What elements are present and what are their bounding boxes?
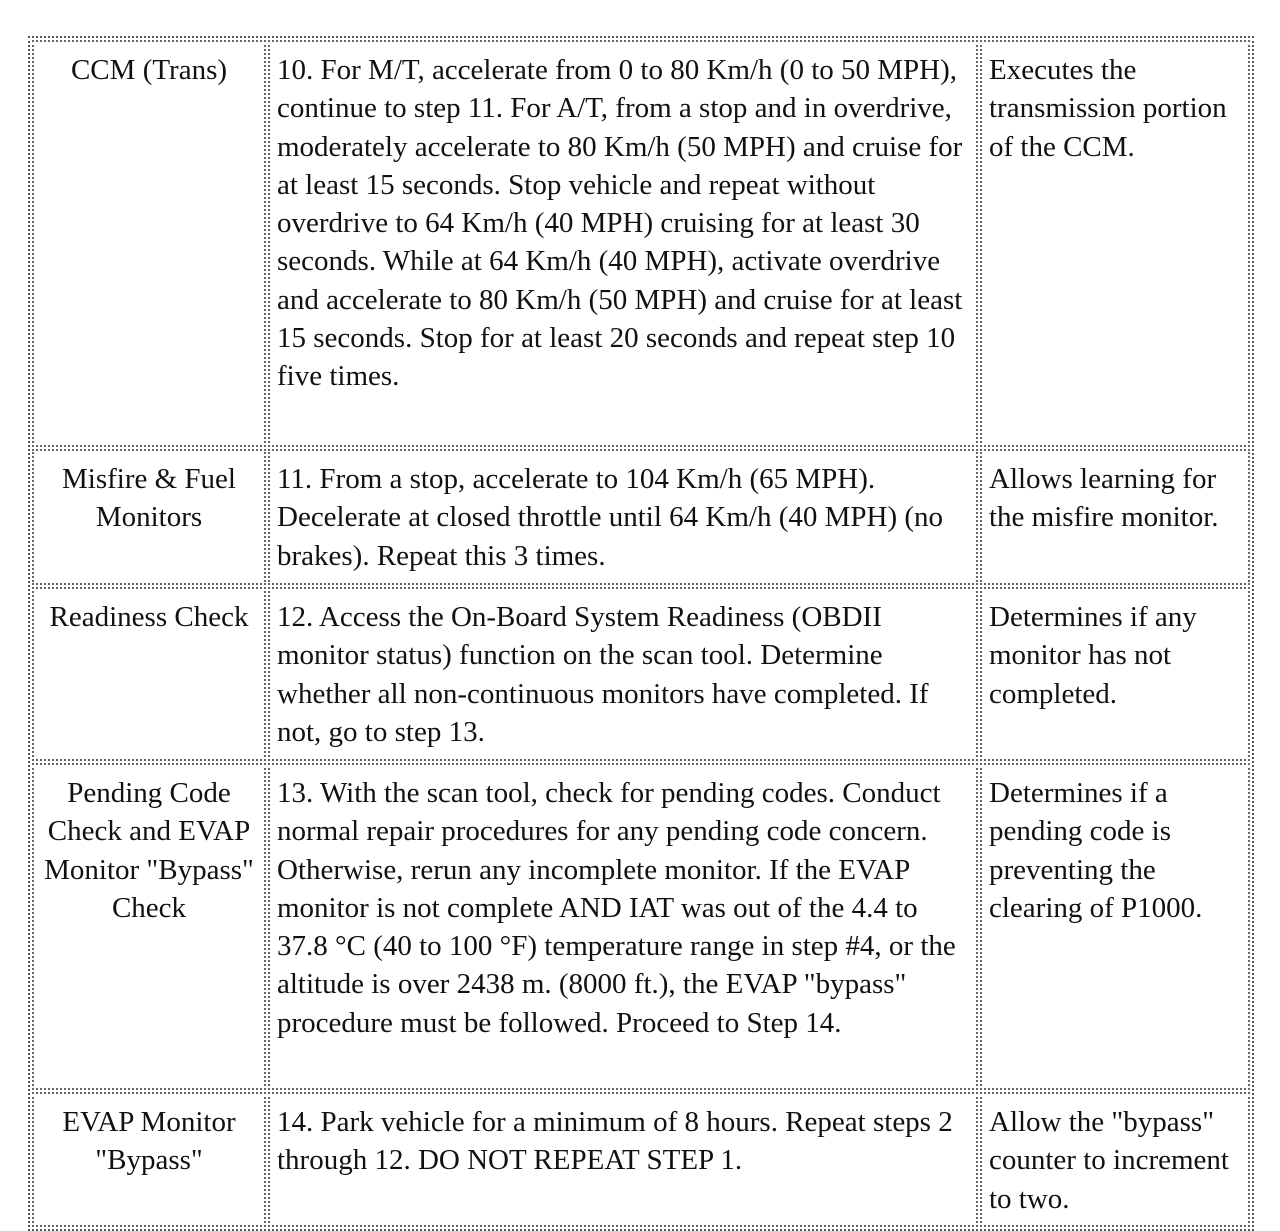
purpose-cell: Allow the "bypass" counter to increment to two. bbox=[980, 1092, 1250, 1227]
monitor-name-cell: Readiness Check bbox=[32, 587, 266, 761]
procedure-step-cell: 12. Access the On-Board System Readiness (OBDII monitor status) function on the scan tool. Determine whether all non-continuous monitors have completed. If not, go to step 13. bbox=[268, 587, 978, 761]
purpose-cell: Determines if a pending code is preventing the clearing of P1000. bbox=[980, 763, 1250, 1090]
purpose-cell: Executes the transmission portion of the CCM. bbox=[980, 40, 1250, 447]
monitor-name-cell: CCM (Trans) bbox=[32, 40, 266, 447]
table-row bbox=[32, 587, 1250, 761]
table-row bbox=[32, 1092, 1250, 1227]
procedure-table bbox=[28, 36, 1254, 1231]
table-row bbox=[32, 40, 1250, 447]
procedure-step-cell: 13. With the scan tool, check for pending codes. Conduct normal repair procedures for any pending code concern. Otherwise, rerun any incomplete monitor. If the EVAP monitor is not complete AND IAT was out of the 4.4 to 37.8 °C (40 to 100 °F) temperature range in step #4, or the altitude is over 2438 m. (8000 ft.), the EVAP "bypass" procedure must be followed. Proceed to Step 14. bbox=[268, 763, 978, 1090]
purpose-cell: Determines if any monitor has not completed. bbox=[980, 587, 1250, 761]
procedure-step-cell: 10. For M/T, accelerate from 0 to 80 Km/h (0 to 50 MPH), continue to step 11. For A/T, from a stop and in overdrive, moderately accelerate to 80 Km/h (50 MPH) and cruise for at least 15 seconds. Stop vehicle and repeat without overdrive to 64 Km/h (40 MPH) cruising for at least 30 seconds. While at 64 Km/h (40 MPH), activate overdrive and accelerate to 80 Km/h (50 MPH) and cruise for at least 15 seconds. Stop for at least 20 seconds and repeat step 10 five times. bbox=[268, 40, 978, 447]
procedure-step-cell: 14. Park vehicle for a minimum of 8 hours. Repeat steps 2 through 12. DO NOT REPEAT STEP 1. bbox=[268, 1092, 978, 1227]
monitor-name-cell: EVAP Monitor "Bypass" bbox=[32, 1092, 266, 1227]
procedure-step-cell: 11. From a stop, accelerate to 104 Km/h (65 MPH). Decelerate at closed throttle until 64 Km/h (40 MPH) (no brakes). Repeat this 3 times. bbox=[268, 449, 978, 585]
purpose-cell: Allows learning for the misfire monitor. bbox=[980, 449, 1250, 585]
monitor-name-cell: Misfire & Fuel Monitors bbox=[32, 449, 266, 585]
table-row bbox=[32, 763, 1250, 1090]
document-page bbox=[28, 36, 1246, 1231]
monitor-name-cell: Pending Code Check and EVAP Monitor "Bypass" Check bbox=[32, 763, 266, 1090]
table-row bbox=[32, 449, 1250, 585]
